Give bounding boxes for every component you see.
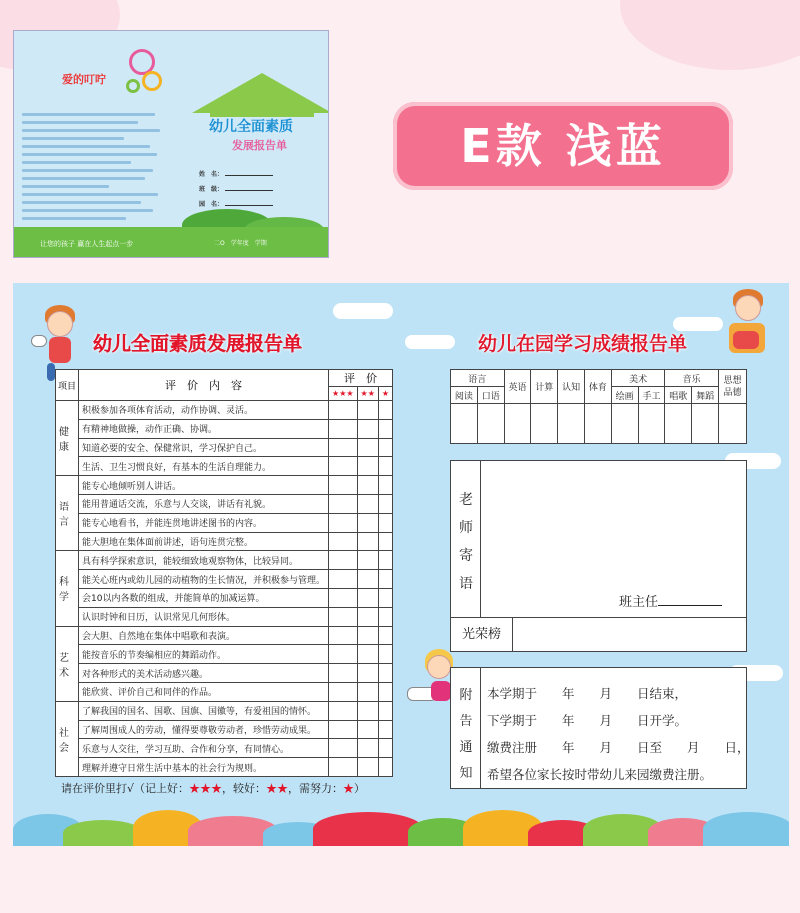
evaluation-item: 能关心班内或幼儿园的动植物的生长情况，并积极参与管理。 xyxy=(79,570,329,589)
swirl-icon xyxy=(142,71,162,91)
rating-checkbox-cell[interactable] xyxy=(329,532,358,551)
style-badge xyxy=(393,102,733,190)
grade-cell[interactable] xyxy=(584,404,611,444)
cover-tips-text xyxy=(22,113,167,225)
notice-line: 本学期于 年 月 日结束， xyxy=(487,686,688,701)
rating-checkbox-cell[interactable] xyxy=(329,588,358,607)
category-cell: 健康 xyxy=(56,401,79,476)
cover-back-page xyxy=(14,31,172,258)
grade-subheader-reading: 阅读 xyxy=(451,387,478,404)
evaluation-row xyxy=(56,626,393,645)
evaluation-item: 积极参加各项体育活动，动作协调、灵活。 xyxy=(79,401,329,420)
rating-checkbox-cell[interactable] xyxy=(378,570,392,589)
evaluation-item: 理解并遵守日常生活中基本的社会行为规则。 xyxy=(79,758,329,777)
evaluation-item: 能用普通话交流，乐意与人交谈，讲话有礼貌。 xyxy=(79,494,329,513)
rating-checkbox-cell[interactable] xyxy=(329,701,358,720)
rating-checkbox-cell[interactable] xyxy=(357,476,378,495)
rating-checkbox-cell[interactable] xyxy=(357,551,378,570)
category-cell: 语言 xyxy=(56,476,79,551)
evaluation-note: 请在评价里打√（记上好：★★★，较好：★★，需努力：★） xyxy=(61,782,366,795)
grade-header-cognition: 认知 xyxy=(558,370,585,404)
rating-checkbox-cell[interactable] xyxy=(357,626,378,645)
star-header-3: ★★★ xyxy=(329,387,358,401)
rating-checkbox-cell[interactable] xyxy=(357,607,378,626)
style-badge-label: E款 浅蓝 xyxy=(460,119,666,173)
rating-checkbox-cell[interactable] xyxy=(329,457,358,476)
rating-checkbox-cell[interactable] xyxy=(357,664,378,683)
colorful-hills-decoration xyxy=(13,806,789,846)
honor-roll-box[interactable] xyxy=(450,618,747,652)
evaluation-row xyxy=(56,758,393,777)
grade-subheader-drawing: 绘画 xyxy=(611,387,638,404)
rating-checkbox-cell[interactable] xyxy=(329,720,358,739)
rating-checkbox-cell[interactable] xyxy=(329,419,358,438)
rating-checkbox-cell[interactable] xyxy=(357,513,378,532)
rating-checkbox-cell[interactable] xyxy=(329,401,358,420)
left-sheet-title: 幼儿全面素质发展报告单 xyxy=(93,333,303,355)
evaluation-row xyxy=(56,438,393,457)
evaluation-item: 有精神地做操，动作正确、协调。 xyxy=(79,419,329,438)
rating-checkbox-cell[interactable] xyxy=(357,701,378,720)
rating-checkbox-cell[interactable] xyxy=(378,701,392,720)
cover-field-class: 班 级： xyxy=(199,184,273,193)
rating-checkbox-cell[interactable] xyxy=(357,758,378,777)
evaluation-item: 能按音乐的节奏编相应的舞蹈动作。 xyxy=(79,645,329,664)
rating-checkbox-cell[interactable] xyxy=(357,532,378,551)
honor-roll-label: 光荣榜 xyxy=(451,618,513,651)
rating-checkbox-cell[interactable] xyxy=(378,739,392,758)
evaluation-row xyxy=(56,607,393,626)
notice-box xyxy=(450,667,750,789)
grade-cell[interactable] xyxy=(665,404,692,444)
cover-year: 二O 学年度 学期 xyxy=(214,240,267,247)
evaluation-item: 能专心地倾听别人讲话。 xyxy=(79,476,329,495)
rating-checkbox-cell[interactable] xyxy=(329,626,358,645)
category-cell: 社会 xyxy=(56,701,79,776)
notice-line: 缴费注册 年 月 日至 月 日， xyxy=(487,740,750,755)
grade-cell[interactable] xyxy=(451,404,478,444)
rating-checkbox-cell[interactable] xyxy=(378,607,392,626)
category-cell: 科学 xyxy=(56,551,79,626)
rating-checkbox-cell[interactable] xyxy=(378,532,392,551)
rating-checkbox-cell[interactable] xyxy=(357,645,378,664)
grade-cell[interactable] xyxy=(719,404,747,444)
evaluation-row xyxy=(56,739,393,758)
grade-table xyxy=(450,369,747,444)
rating-checkbox-cell[interactable] xyxy=(378,588,392,607)
rating-checkbox-cell[interactable] xyxy=(378,682,392,701)
head-teacher-signature: 班主任 xyxy=(619,591,722,610)
rating-checkbox-cell[interactable] xyxy=(329,739,358,758)
evaluation-item: 知道必要的安全、保健常识，学习保护自己。 xyxy=(79,438,329,457)
evaluation-row xyxy=(56,701,393,720)
evaluation-row xyxy=(56,720,393,739)
grade-cell[interactable] xyxy=(504,404,531,444)
rating-checkbox-cell[interactable] xyxy=(378,664,392,683)
rating-checkbox-cell[interactable] xyxy=(378,551,392,570)
evaluation-row xyxy=(56,588,393,607)
rating-checkbox-cell[interactable] xyxy=(357,457,378,476)
teacher-comment-box[interactable] xyxy=(450,460,747,618)
grade-cell[interactable] xyxy=(638,404,665,444)
evaluation-row xyxy=(56,570,393,589)
cover-subtitle: 发展报告单 xyxy=(232,139,287,152)
evaluation-row xyxy=(56,664,393,683)
rating-checkbox-cell[interactable] xyxy=(378,758,392,777)
star-header-2: ★★ xyxy=(357,387,378,401)
rating-checkbox-cell[interactable] xyxy=(357,401,378,420)
teacher-comment-label: 老 师 寄 语 xyxy=(451,461,481,617)
cover-slogan: 让您的孩子 赢在人生起点一步 xyxy=(40,240,134,248)
evaluation-item: 认识时钟和日历，认识常见几何形体。 xyxy=(79,607,329,626)
grade-cell[interactable] xyxy=(611,404,638,444)
rating-checkbox-cell[interactable] xyxy=(357,588,378,607)
evaluation-item: 能大胆地在集体面前讲述，语句连贯完整。 xyxy=(79,532,329,551)
rating-checkbox-cell[interactable] xyxy=(378,457,392,476)
grade-subheader-speaking: 口语 xyxy=(477,387,504,404)
grade-header-moral: 思想品德 xyxy=(719,370,747,404)
grade-header-pe: 体育 xyxy=(584,370,611,404)
background-circle xyxy=(620,0,800,70)
cover-field-school: 园 名： xyxy=(199,199,273,208)
evaluation-item: 生活、卫生习惯良好，有基本的生活自理能力。 xyxy=(79,457,329,476)
rating-checkbox-cell[interactable] xyxy=(378,626,392,645)
evaluation-item: 对各种形式的美术活动感兴趣。 xyxy=(79,664,329,683)
rating-checkbox-cell[interactable] xyxy=(378,513,392,532)
cover-thumbnail xyxy=(13,30,329,258)
header-content: 评 价 内 容 xyxy=(79,370,329,401)
rating-checkbox-cell[interactable] xyxy=(378,645,392,664)
evaluation-item: 会大胆、自然地在集体中唱歌和表演。 xyxy=(79,626,329,645)
rating-checkbox-cell[interactable] xyxy=(329,494,358,513)
rating-checkbox-cell[interactable] xyxy=(357,570,378,589)
evaluation-row xyxy=(56,682,393,701)
grade-cell[interactable] xyxy=(558,404,585,444)
grade-header-art: 美术 xyxy=(611,370,665,387)
evaluation-item: 具有科学探索意识，能较细致地观察物体，比较异同。 xyxy=(79,551,329,570)
grade-subheader-dance: 舞蹈 xyxy=(692,387,719,404)
rating-checkbox-cell[interactable] xyxy=(357,720,378,739)
rating-checkbox-cell[interactable] xyxy=(329,607,358,626)
star-header-1: ★ xyxy=(378,387,392,401)
evaluation-row xyxy=(56,476,393,495)
rating-checkbox-cell[interactable] xyxy=(329,664,358,683)
evaluation-row xyxy=(56,645,393,664)
notice-line: 下学期于 年 月 日开学。 xyxy=(487,713,688,728)
cover-tips-title: 爱的叮咛 xyxy=(62,73,106,86)
cover-title: 幼儿全面素质 xyxy=(209,119,293,135)
cover-field-name: 姓 名： xyxy=(199,169,273,178)
rating-checkbox-cell[interactable] xyxy=(329,476,358,495)
evaluation-row xyxy=(56,551,393,570)
rating-checkbox-cell[interactable] xyxy=(357,438,378,457)
rating-checkbox-cell[interactable] xyxy=(329,513,358,532)
evaluation-item: 能专心地看书，并能连贯地讲述图书的内容。 xyxy=(79,513,329,532)
rating-checkbox-cell[interactable] xyxy=(378,401,392,420)
house-roof xyxy=(192,73,329,113)
rating-checkbox-cell[interactable] xyxy=(357,739,378,758)
rating-checkbox-cell[interactable] xyxy=(378,494,392,513)
rating-checkbox-cell[interactable] xyxy=(378,720,392,739)
boy-reading-illustration xyxy=(719,289,779,369)
rating-checkbox-cell[interactable] xyxy=(378,476,392,495)
evaluation-row xyxy=(56,532,393,551)
rating-checkbox-cell[interactable] xyxy=(357,682,378,701)
evaluation-row xyxy=(56,457,393,476)
grade-header-english: 英语 xyxy=(504,370,531,404)
notice-label: 附 告 通 知 xyxy=(451,668,481,788)
evaluation-item: 了解周围成人的劳动，懂得要尊敬劳动者，珍惜劳动成果。 xyxy=(79,720,329,739)
grade-cell[interactable] xyxy=(477,404,504,444)
rating-checkbox-cell[interactable] xyxy=(329,682,358,701)
rating-checkbox-cell[interactable] xyxy=(329,438,358,457)
rating-checkbox-cell[interactable] xyxy=(329,758,358,777)
evaluation-item: 能欣赏、评价自己和同伴的作品。 xyxy=(79,682,329,701)
rating-checkbox-cell[interactable] xyxy=(329,645,358,664)
evaluation-item: 乐意与人交往，学习互助、合作和分享，有同情心。 xyxy=(79,739,329,758)
swirl-icon xyxy=(126,79,140,93)
rating-checkbox-cell[interactable] xyxy=(329,551,358,570)
header-item: 项目 xyxy=(56,370,79,401)
rating-checkbox-cell[interactable] xyxy=(378,438,392,457)
grade-header-language: 语言 xyxy=(451,370,505,387)
rating-checkbox-cell[interactable] xyxy=(329,570,358,589)
header-eval: 评 价 xyxy=(329,370,393,387)
evaluation-row xyxy=(56,513,393,532)
grade-cell[interactable] xyxy=(692,404,719,444)
evaluation-item: 了解我国的国名、国歌、国旗、国徽等，有爱祖国的情怀。 xyxy=(79,701,329,720)
rating-checkbox-cell[interactable] xyxy=(357,419,378,438)
notice-line: 希望各位家长按时带幼儿来园缴费注册。 xyxy=(487,767,713,782)
right-sheet-title: 幼儿在园学习成绩报告单 xyxy=(478,333,688,355)
grade-header-math: 计算 xyxy=(531,370,558,404)
evaluation-item: 会10以内各数的组成，并能简单的加减运算。 xyxy=(79,588,329,607)
grade-cell[interactable] xyxy=(531,404,558,444)
category-cell: 艺术 xyxy=(56,626,79,701)
report-sheet xyxy=(13,283,789,846)
evaluation-row xyxy=(56,419,393,438)
grade-subheader-handcraft: 手工 xyxy=(638,387,665,404)
cloud-decoration xyxy=(333,303,393,319)
grade-header-music: 音乐 xyxy=(665,370,719,387)
rating-checkbox-cell[interactable] xyxy=(378,419,392,438)
evaluation-row xyxy=(56,401,393,420)
rating-checkbox-cell[interactable] xyxy=(357,494,378,513)
evaluation-row xyxy=(56,494,393,513)
evaluation-table xyxy=(55,369,393,777)
grade-subheader-singing: 唱歌 xyxy=(665,387,692,404)
cloud-decoration xyxy=(405,335,455,349)
